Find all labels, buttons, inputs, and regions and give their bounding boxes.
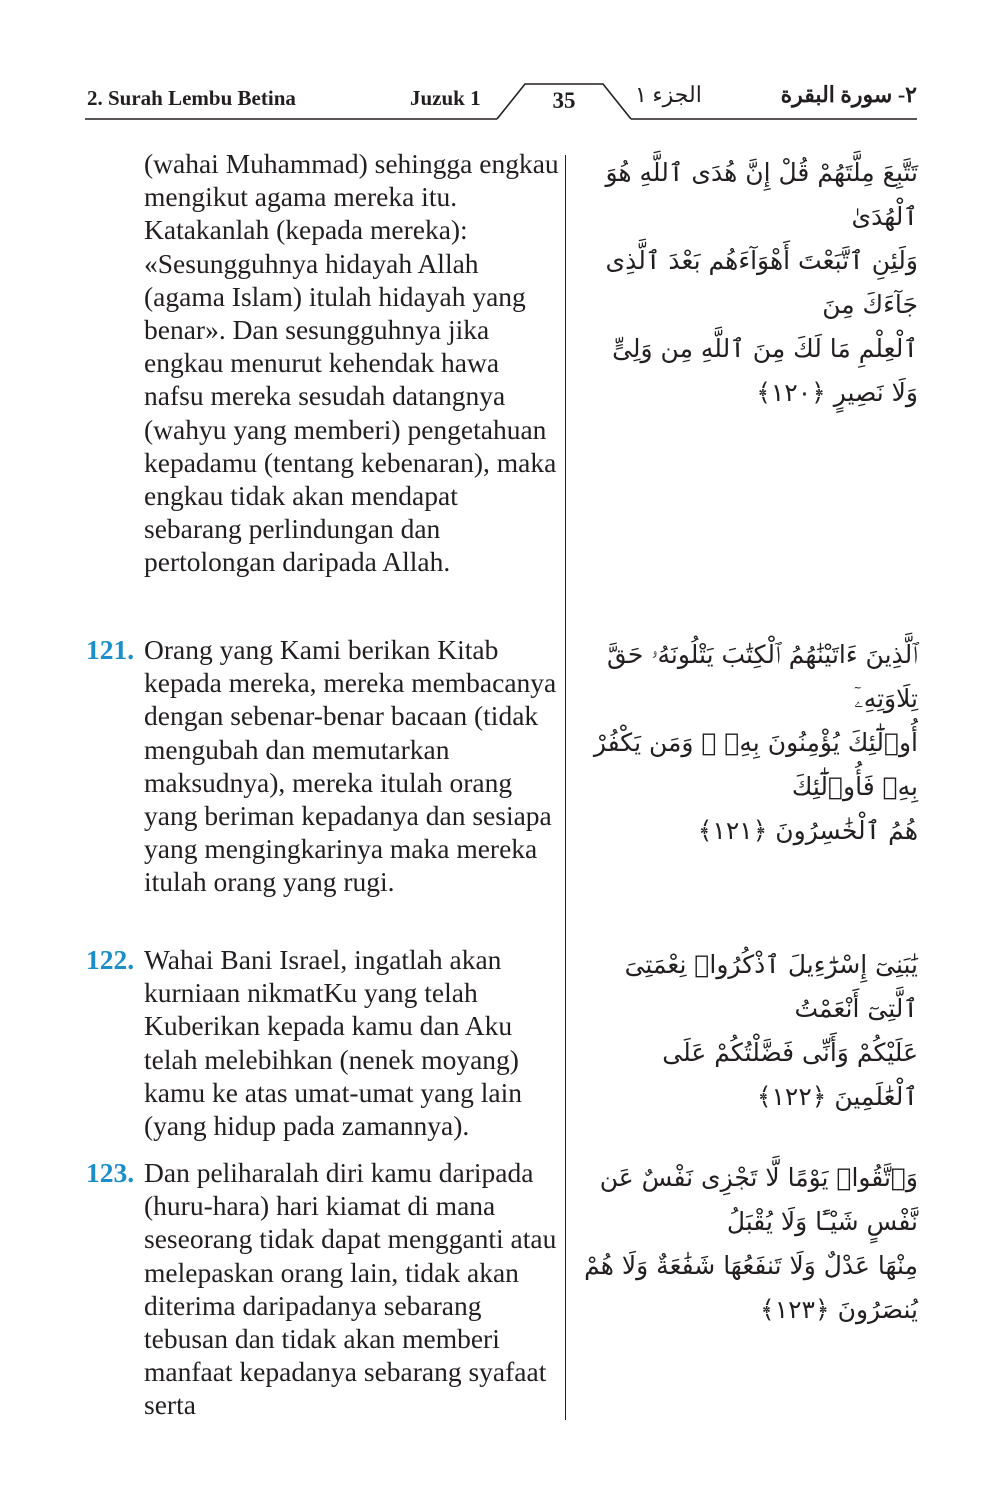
surah-title-malay: 2. Surah Lembu Betina: [87, 86, 296, 110]
arabic-line: مِنْهَا عَدْلٌ وَلَا تَنفَعُهَا شَفَٰعَةٌ وَلَا هُمْ يُنصَرُونَ ﴿١٢٣﴾: [584, 1251, 918, 1324]
verse-text: Wahai Bani Israel, ingatlah akan kurniaan nikmatKu yang telah Kuberikan kepada kamu dan Aku telah melebihkan (nenek moyang) kamu ke atas umat-umat yang lain (yang hidup pada zamannya).: [144, 944, 523, 1142]
arabic-verse-123: [580, 1156, 918, 1332]
verse-text: Dan peliharalah diri kamu daripada (huru-hara) hari kiamat di mana seseorang tidak dapat mengganti atau melepaskan orang lain, tidak akan diterima daripadanya sebarang tebusan dan tidak akan memberi manfaat kepadanya sebarang syafaat serta: [144, 1157, 557, 1421]
verse-121: [86, 633, 561, 899]
verse-text: Orang yang Kami berikan Kitab kepada mereka, mereka membacanya dengan sebenar-benar bacaan (tidak mengubah dan memutarkan maksudnya), mereka itulah orang yang beriman kepadanya dan sesiapa yang mengingkarinya maka mereka itulah orang yang rugi.: [144, 634, 557, 898]
translation-column: [86, 147, 561, 1421]
arabic-continuation: [580, 151, 918, 415]
verse-number: 122.: [86, 944, 135, 975]
arabic-line: وَلَئِنِ ٱتَّبَعْتَ أَهْوَآءَهُم بَعْدَ ٱلَّذِى جَآءَكَ مِنَ: [605, 246, 918, 319]
arabic-verse-122: [580, 943, 918, 1119]
page-number: 35: [552, 88, 576, 113]
juz-label-malay: Juzuk 1: [410, 86, 481, 110]
arabic-line: تَتَّبِعَ مِلَّتَهُمْ قُلْ إِنَّ هُدَى ٱللَّهِ هُوَ ٱلْهُدَىٰ: [605, 158, 918, 231]
surah-title-arabic: ٢- سورة البقرة: [780, 82, 917, 107]
verse-123: [86, 1156, 561, 1422]
arabic-line: ٱلْعِلْمِ مَا لَكَ مِنَ ٱللَّهِ مِن وَلِىٍّ وَلَا نَصِيرٍ ﴿١٢٠﴾: [612, 334, 918, 407]
arabic-line: أُو۟لَٰٓئِكَ يُؤْمِنُونَ بِهِۦ ۗ وَمَن يَكْفُرْ بِهِۦ فَأُو۟لَٰٓئِكَ: [593, 728, 918, 801]
verse-number: 123.: [86, 1157, 135, 1188]
page-header: [85, 78, 917, 122]
column-divider: [565, 155, 566, 1420]
arabic-verse-121: [580, 633, 918, 853]
arabic-line: وَٱتَّقُوا۟ يَوْمًا لَّا تَجْزِى نَفْسٌ عَن نَّفْسٍ شَيْـًٔا وَلَا يُقْبَلُ: [599, 1163, 918, 1236]
arabic-line: ٱلَّذِينَ ءَاتَيْنَٰهُمُ ٱلْكِتَٰبَ يَتْلُونَهُۥ حَقَّ تِلَاوَتِهِۦٓ: [607, 640, 918, 713]
verse-number: 121.: [86, 634, 135, 665]
continuation-text: (wahai Muhammad) sehingga engkau mengikut agama mereka itu. Katakanlah (kepada mereka): «Sesungguhnya hidayah Allah (agama Islam) itulah hidayah yang benar». Dan sesungguhnya jika engkau menurut kehendak hawa nafsu mereka sesudah datangnya (wahyu yang memberi) pengetahuan kepadamu (tentang kebenaran), maka engkau tidak akan mendapat sebarang perlindungan dan pertolongan daripada Allah.: [144, 148, 559, 578]
arabic-line: عَلَيْكُمْ وَأَنِّى فَضَّلْتُكُمْ عَلَى ٱلْعَٰلَمِينَ ﴿١٢٢﴾: [662, 1038, 918, 1111]
juz-label-arabic: الجزء ١: [635, 82, 702, 107]
arabic-line: يَٰبَنِىٓ إِسْرَٰٓءِيلَ ٱذْكُرُوا۟ نِعْمَتِىَ ٱلَّتِىٓ أَنْعَمْتُ: [624, 950, 918, 1023]
arabic-line: هُمُ ٱلْخَٰسِرُونَ ﴿١٢١﴾: [697, 816, 918, 845]
verse-122: [86, 943, 561, 1142]
